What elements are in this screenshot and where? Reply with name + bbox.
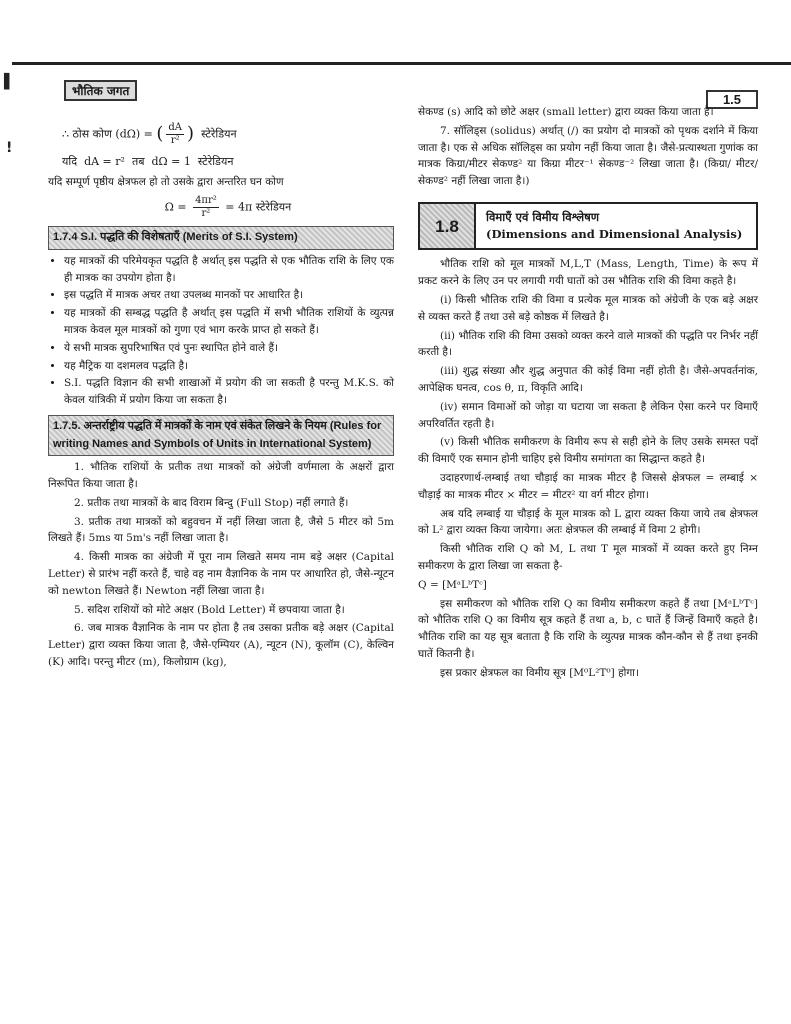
body-text: यदि सम्पूर्ण पृष्ठीय क्षेत्रफल हो तो उसके द्वारा अन्तरित घन कोण [48, 176, 284, 189]
rule-item: 7. सॉलिड्स (solidus) अर्थात् (/) का प्रयोग दो मात्रकों को पृथक दर्शाने में किया जाता है। एक से अधिक सॉलिड्स का प्रयोग नहीं किया जाता है। जैसे-प्रत्यास्थता गुणांक का मात्रक किग्रा/मीटर सेकण्ड² या किग्रा मीटर⁻¹ सेकण्ड⁻² लिखा जाता है। (किग्रा/ मीटर/ सेकण्ड² नहीं लिखा जाता है।) [418, 124, 758, 188]
left-column [48, 116, 394, 673]
then-text: तब [131, 154, 145, 168]
body-text: इस समीकरण को भौतिक राशि Q का विमीय समीकरण कहते हैं तथा [MᵃLᵇTᶜ] को भौतिक राशि Q का विमीय सूत्र कहते हैं तथा a, b, c घातें हैं जिन्हें विमाएँ कहते है। भौतिक राशि का यह सूत्र बताता है कि राशि के व्युत्पन्न मात्रक कौन-कौन से हैं तथा इनकी घातें कितनी है। [418, 597, 758, 661]
rule-item: 4. किसी मात्रक का अंग्रेजी में पूरा नाम लिखते समय नाम बड़े अक्षर (Capital Letter) से प्रारंभ नहीं करते हैं, चाहे वह नाम वैज्ञानिक के नाम पर आधारित हो, जैसे-न्यूटन को newton लिखते हैं। Newton नहीं लिखा जाता है। [48, 551, 394, 597]
point-item: (iii) शुद्ध संख्या और शुद्ध अनुपात की कोई विमा नहीं होती है। जैसे-अपवर्तनांक, आपेक्षिक घनत्व, cos θ, π, विकृति आदि। [418, 365, 758, 395]
point-item: (i) किसी भौतिक राशि की विमा व प्रत्येक मूल मात्रक को अंग्रेजी के एक बड़े अक्षर से व्यक्त करते हैं तथा उसे बड़े कोष्ठक में लिखते है। [418, 294, 758, 323]
expr-text: dΩ = 1 [151, 154, 191, 168]
example-text: उदाहरणार्थ-लम्बाई तथा चौड़ाई का मात्रक मीटर है जिससे क्षेत्रफल = लम्बाई × चौड़ाई का मात्रक मीटर × मीटर = मीटर² या वर्ग मीटर होगा। [418, 472, 758, 501]
rule-item: 1. भौतिक राशियों के प्रतीक तथा मात्रकों को अंग्रेजी वर्णमाला के अक्षरों द्वारा निरूपित किया जाता है। [48, 461, 394, 490]
formula-text: Ω = [164, 200, 187, 214]
point-item: (v) किसी भौतिक समीकरण के विमीय रूप से सही होने के लिए उसके समस्त पदों की विमाएँ एक समान होनी चाहिए इसे विमीय समांगता का सिद्धान्त कहते है। [418, 436, 758, 466]
list-item: • S.I. पद्धति विज्ञान की सभी शाखाओं में प्रयोग की जा सकती है परन्तु M.K.S. को केवल यांत्रिकी में प्रयोग किया जा सकता है। [64, 375, 394, 409]
section-titles [476, 204, 752, 249]
right-column [418, 104, 758, 684]
rule-item: 5. सदिश राशियों को मोटे अक्षर (Bold Letter) में छपवाया जाता है। [74, 603, 345, 616]
body-text: किसी भौतिक राशि Q को M, L तथा T मूल मात्रकों में व्यक्त करते हुए निम्न समीकरण के द्वारा लिखा जा सकता है- [418, 543, 758, 573]
section-title-english: (Dimensions and Dimensional Analysis) [486, 227, 743, 242]
merits-list [48, 253, 394, 409]
section-heading-1-7-4: 1.7.4 S.I. पद्धति की विशेषताएँ (Merits of S.I. System) [48, 226, 394, 250]
numerator: 4πr² [195, 195, 217, 207]
numerator: dA [168, 121, 183, 133]
point-item: (ii) भौतिक राशि की विमा उसको व्यक्त करने वाले मात्रकों की पद्धति पर निर्भर नहीं करती है। [418, 329, 758, 359]
denominator: r² [170, 134, 180, 146]
section-heading-1-7-5: 1.7.5. अन्तर्राष्ट्रीय पद्धति में मात्रकों के नाम एवं संकेत लिखने के नियम (Rules for writing Names and Symbols of Units in International System) [48, 415, 394, 456]
margin-mark: ! [6, 140, 13, 156]
unit-text: स्टेरेडियन [197, 154, 234, 168]
body-text: अब यदि लम्बाई या चौड़ाई के मूल मात्रक को L द्वारा व्यक्त किया जाये तब क्षेत्रफल को L² द्वारा व्यक्त किया जायेगा। अतः क्षेत्रफल की लम्बाई में विमा 2 होगी। [418, 507, 758, 537]
top-rule [12, 62, 791, 65]
if-text: यदि [62, 154, 78, 168]
denominator: r² [201, 208, 211, 220]
dimensional-equation: Q = [MᵃLᵇTᶜ] [418, 578, 487, 591]
body-text: इस प्रकार क्षेत्रफल का विमीय सूत्र [M⁰L²T⁰] होगा। [440, 666, 639, 679]
body-text: सेकण्ड (s) आदि को छोटे अक्षर (small letter) द्वारा व्यक्त किया जाता है। [418, 106, 714, 118]
solid-angle-formula: ∴ ठोस कोण (dΩ) = ( $\frac{dA}{\text{r²}}$ ) स्टेरेडियन [62, 121, 237, 146]
section-heading-1-8 [418, 202, 758, 251]
point-item: (iv) समान विमाओं को जोड़ा या घटाया जा सकता है लेकिन ऐसा करने पर विमाएँ अपरिवर्तित रहती है। [418, 400, 758, 430]
list-item: • ये सभी मात्रक सुपरिभाषित एवं पुनः स्थापित होने वाले हैं। [64, 340, 394, 357]
list-item: • यह मात्रकों की परिमेयकृत पद्धति है अर्थात् इस पद्धति से एक भौतिक राशि के लिए एक ही मात्रक का उपयोग होता है। [64, 253, 394, 287]
section-title-hindi: विमाएँ एवं विमीय विश्लेषण [486, 209, 600, 224]
unit-text: स्टेरेडियन [201, 127, 237, 141]
formula-text: = 4π स्टेरेडियन [225, 200, 292, 214]
body-text: भौतिक राशि को मूल मात्रकों M,L,T (Mass, Length, Time) के रूप में प्रकट करने के लिए उन पर लगायी गयी घातों को उस भौतिक राशि की विमा कहते है। [418, 258, 758, 288]
rule-item: 6. जब मात्रक वैज्ञानिक के नाम पर होता है तब उसका प्रतीक बड़े अक्षर (Capital Letter) द्वारा व्यक्त किया जाता है, जैसे-एम्पियर (A), न्यूटन (N), कूलॉम (C), केल्विन (K) आदि। परन्तु मीटर (m), किलोग्राम (kg), [48, 622, 394, 668]
section-number: 1.8 [420, 204, 476, 249]
rule-item: 2. प्रतीक तथा मात्रकों के बाद विराम बिन्दु (Full Stop) नहीं लगाते हैं। [74, 496, 349, 509]
total-solid-angle-formula [62, 195, 394, 220]
formula-text: ∴ ठोस कोण (dΩ) = [62, 127, 153, 141]
page-number: 1.5 [706, 90, 758, 109]
chapter-label: भौतिक जगत [64, 80, 137, 101]
condition-formula [62, 153, 394, 171]
list-item: • यह मात्रकों की सम्बद्ध पद्धति है अर्थात् इस पद्धति में सभी भौतिक राशियों के व्युत्पन्न मात्रक केवल मूल मात्रकों को गुणा एवं भाग करके प्राप्त हो सकते हैं। [64, 305, 394, 339]
list-item: • इस पद्धति में मात्रक अचर तथा उपलब्ध मानकों पर आधारित है। [64, 287, 394, 304]
expr-text: dA = r² [84, 154, 125, 168]
margin-mark: ▌ [4, 74, 15, 90]
list-item: • यह मैट्रिक या दशमलव पद्धति है। [64, 358, 394, 375]
rule-item: 3. प्रतीक तथा मात्रकों को बहुवचन में नहीं लिखा जाता है, जैसे 5 मीटर को 5m लिखते हैं। 5ms या 5m's नहीं लिखा जाता है। [48, 515, 394, 545]
